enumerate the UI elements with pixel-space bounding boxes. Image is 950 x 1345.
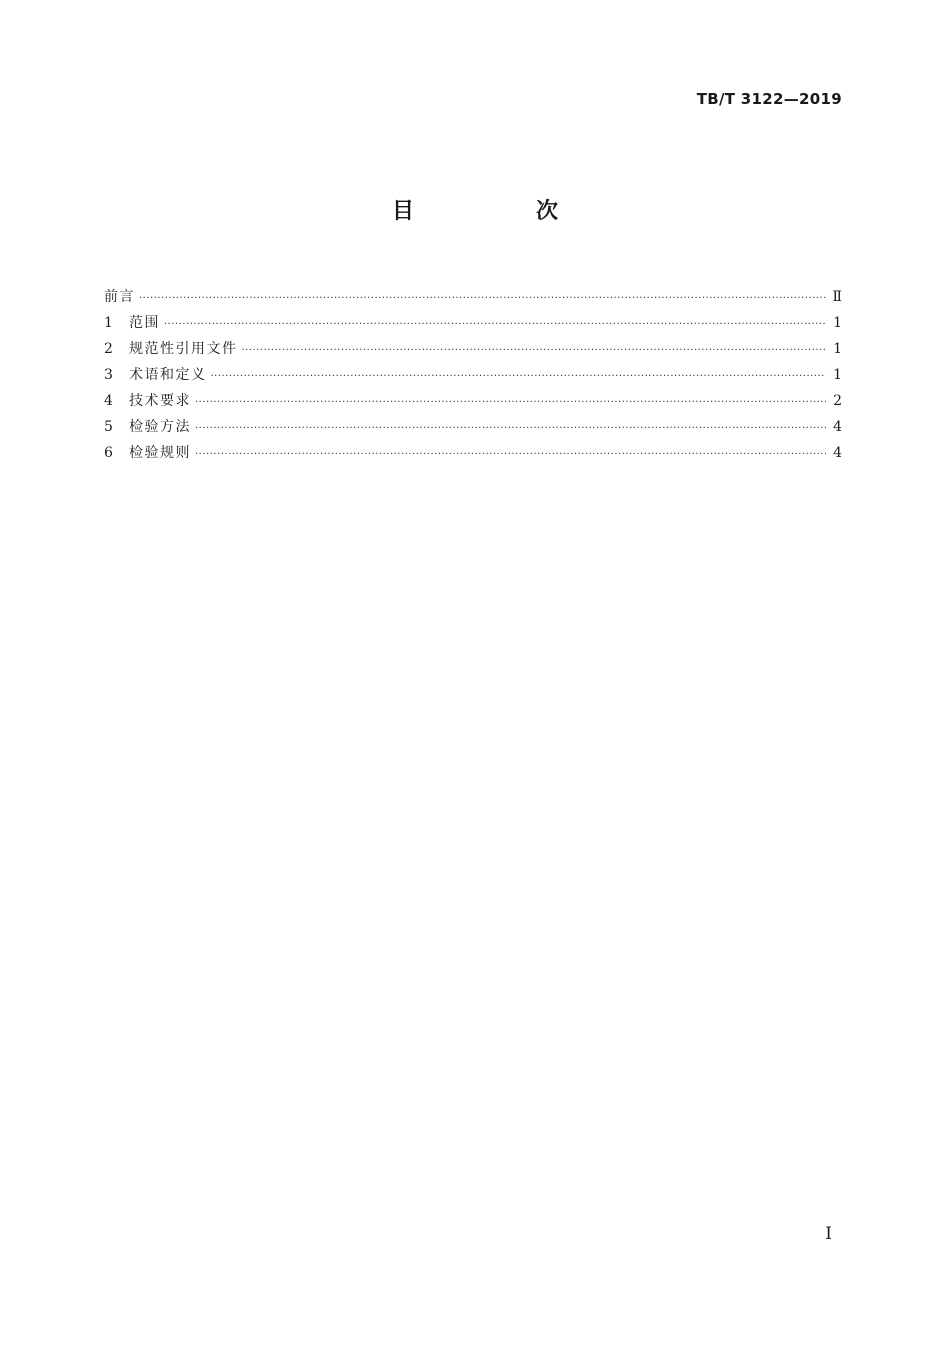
standard-code: TB/T 3122—2019 — [696, 90, 842, 108]
toc-leader — [242, 345, 827, 356]
toc-page: 4 — [833, 419, 842, 435]
toc-leader — [195, 449, 826, 460]
toc-page: 1 — [833, 341, 842, 357]
toc-leader — [164, 319, 826, 330]
toc-leader — [195, 423, 826, 434]
toc-entry-1[interactable] — [104, 312, 842, 338]
toc-entry-2[interactable] — [104, 338, 842, 364]
toc-entry-3[interactable] — [104, 364, 842, 390]
toc-label: 范围 — [129, 315, 160, 331]
toc-leader — [139, 293, 826, 304]
toc-label: 前言 — [104, 289, 135, 305]
toc-entry-6[interactable] — [104, 442, 842, 468]
table-of-contents — [104, 286, 842, 468]
toc-number: 3 — [104, 367, 113, 383]
toc-number: 4 — [104, 393, 113, 409]
page-title: 目 次 — [391, 199, 608, 224]
toc-number: 2 — [104, 341, 113, 357]
toc-page: Ⅱ — [832, 289, 842, 305]
toc-page: 1 — [833, 367, 842, 383]
toc-label: 检验方法 — [129, 419, 191, 435]
page-number: I — [825, 1224, 832, 1244]
toc-label: 术语和定义 — [129, 367, 207, 383]
toc-number: 1 — [104, 315, 113, 331]
toc-leader — [211, 371, 827, 382]
toc-entry-5[interactable] — [104, 416, 842, 442]
toc-number: 5 — [104, 419, 113, 435]
toc-leader — [195, 397, 826, 408]
toc-page: 1 — [833, 315, 842, 331]
toc-entry-4[interactable] — [104, 390, 842, 416]
toc-page: 4 — [833, 445, 842, 461]
toc-number: 6 — [104, 445, 113, 461]
toc-label: 技术要求 — [129, 393, 191, 409]
toc-label: 规范性引用文件 — [129, 341, 238, 357]
toc-entry-foreword[interactable] — [104, 286, 842, 312]
toc-label: 检验规则 — [129, 445, 191, 461]
toc-page: 2 — [833, 393, 842, 409]
